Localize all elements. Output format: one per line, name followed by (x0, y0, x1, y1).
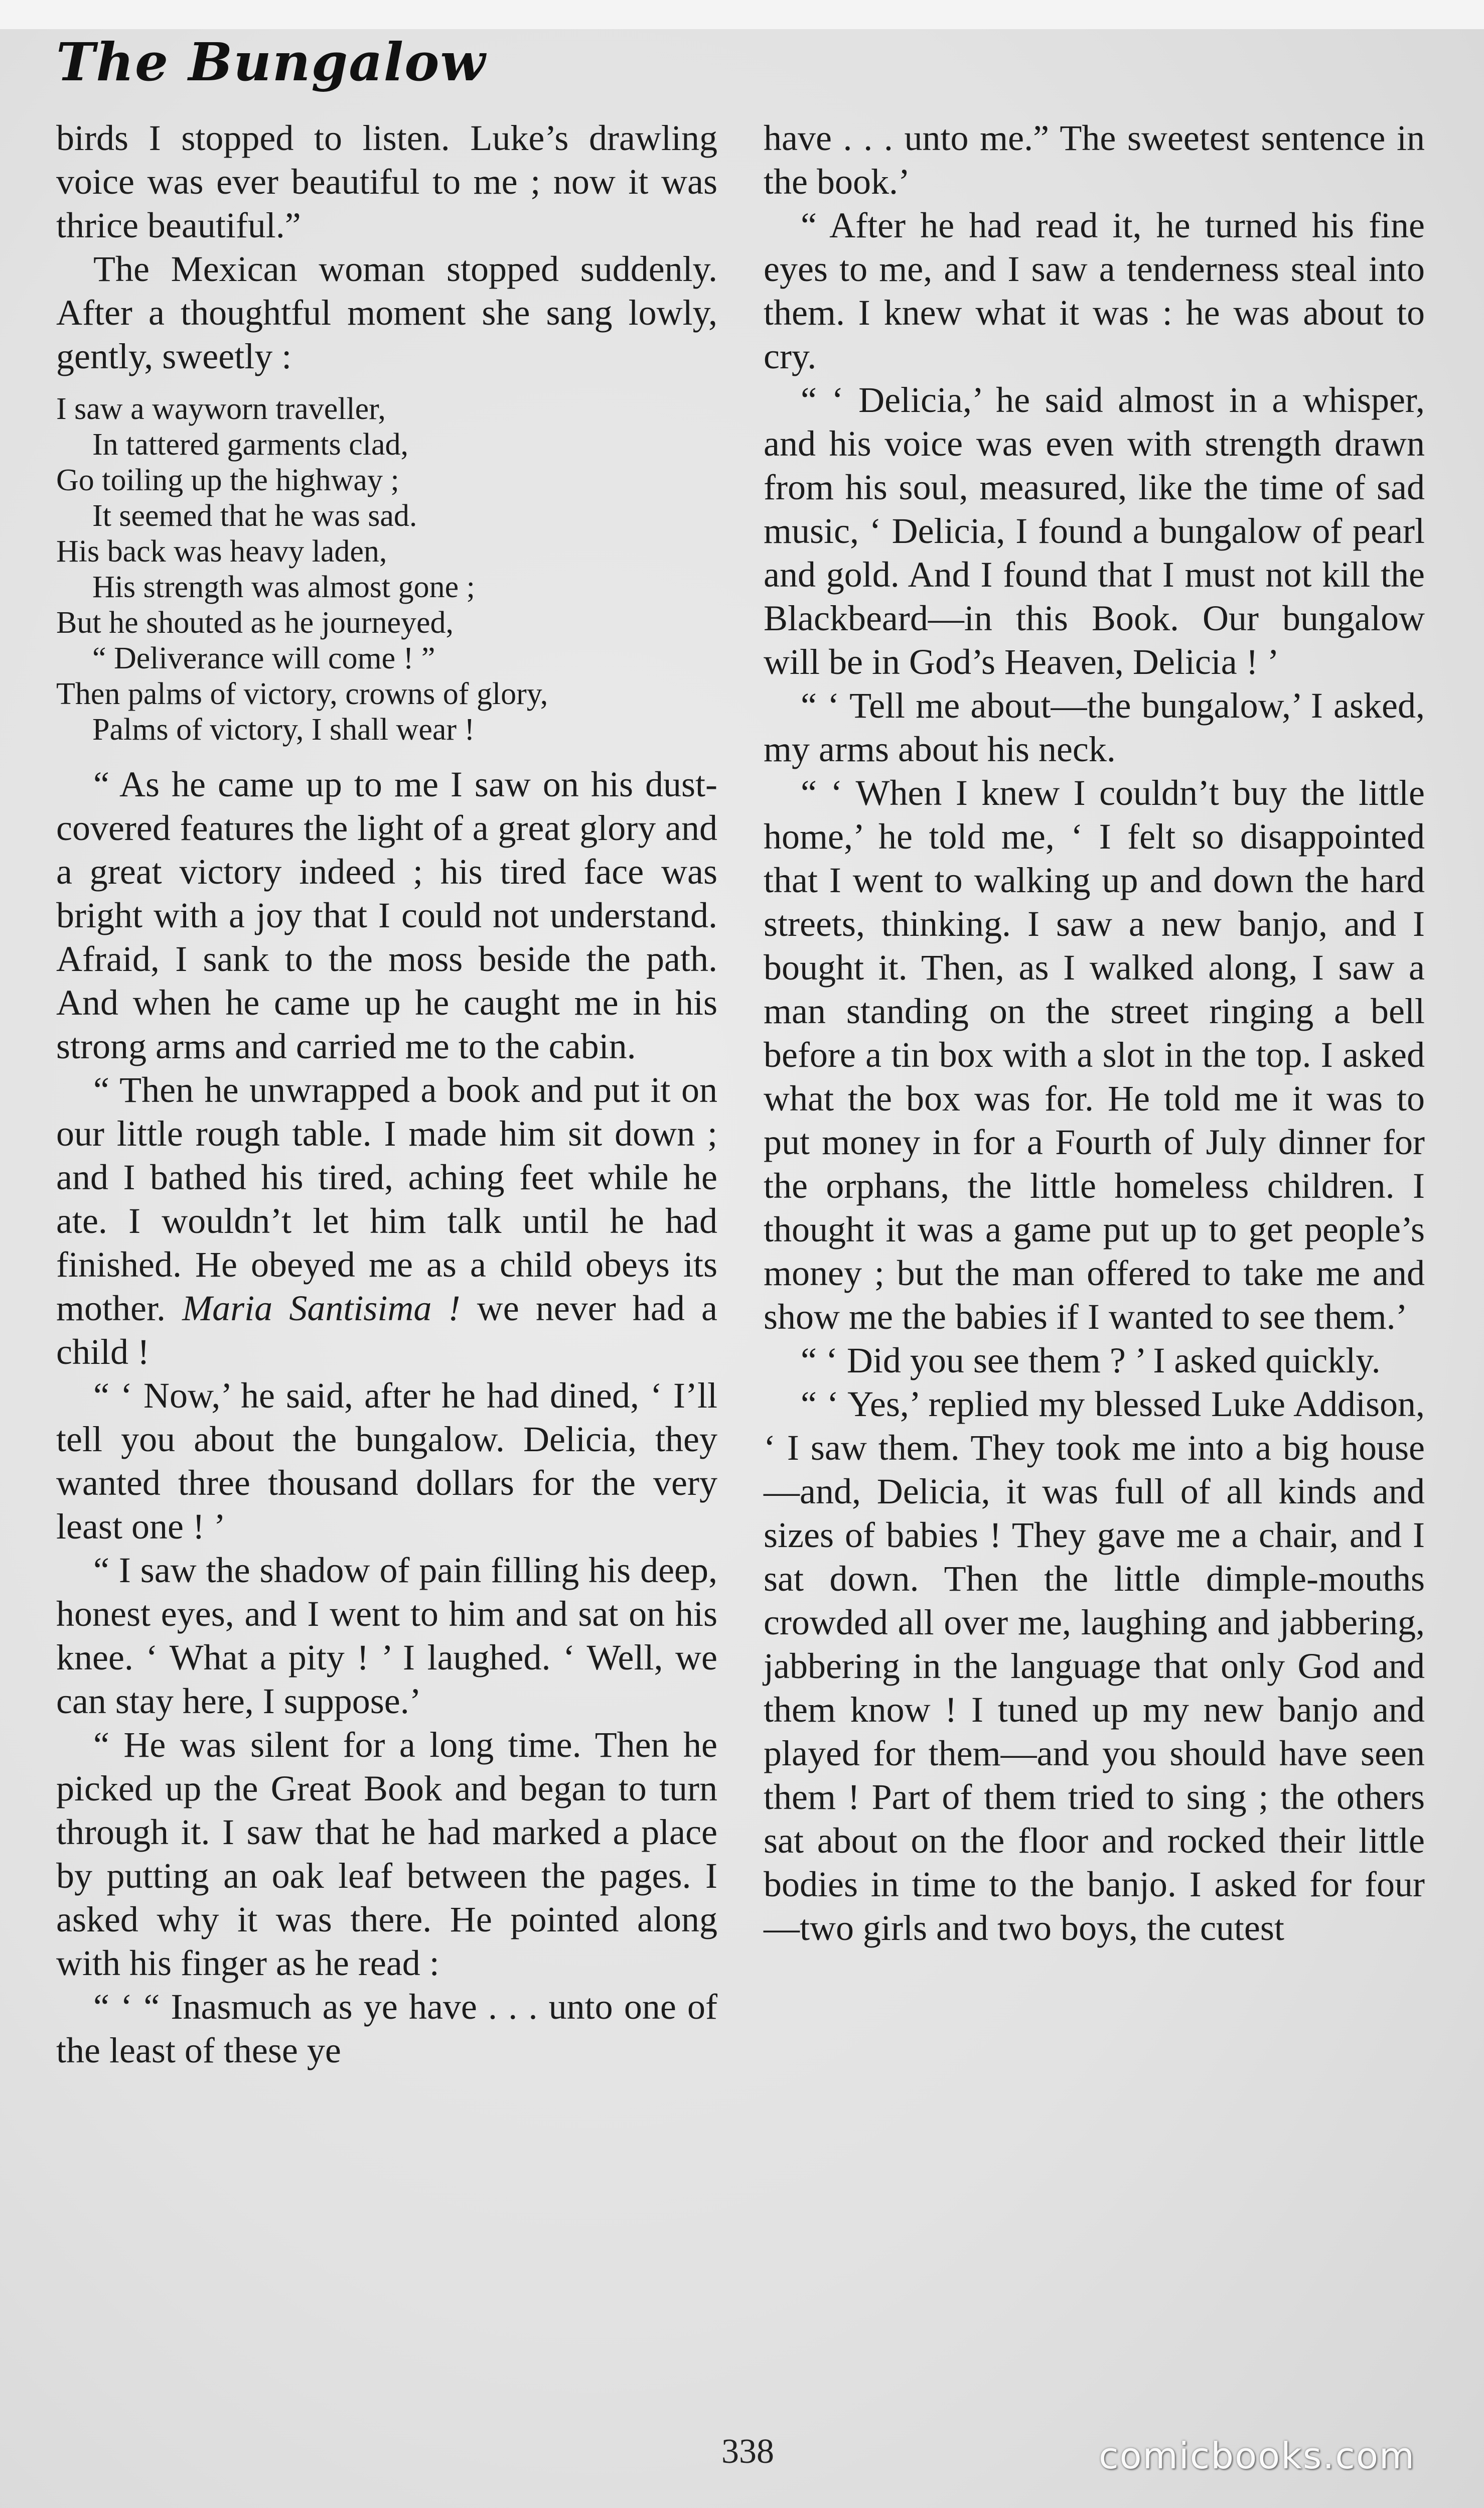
paragraph-text: “ Then he unwrapped a book and put it on our little rough table. I made him sit down ; and I bathed his tired, aching feet while he ate. I wouldn’t let him talk until he had finished. He obeyed me as a child obeys its mother. (56, 1070, 717, 1328)
paragraph: “ I saw the shadow of pain filling his deep, honest eyes, and I went to him and sat on his knee. ‘ What a pity ! ’ I laughed. ‘ Well, we can stay here, I suppose.’ (56, 1550, 717, 1721)
poem-line: “ Deliverance will come ! ” (92, 641, 435, 675)
paragraph: “ ‘ Tell me about—the bungalow,’ I asked, my arms about his neck. (764, 685, 1425, 769)
paragraph: “ ‘ Yes,’ replied my blessed Luke Addison, ‘ I saw them. They took me into a big house—and, Delicia, it was full of all kinds and sizes of babies ! They gave me a chair, and I sat down. Then the little dimple-mouths crowded all over me, laughing and jabbering, jabbering in the language that only God and them know ! I tuned up my new banjo and played for them—and you should have seen them ! Part of them tried to sing ; the others sat about on the floor and rocked their little bodies in time to the banjo. I asked for four —two girls and two boys, the cutest (764, 1384, 1425, 1948)
paragraph (56, 1068, 717, 1374)
paragraph: “ ‘ “ Inasmuch as ye have . . . unto one of the least of these ye (56, 1987, 717, 2070)
italic-phrase: Maria Santisima ! (182, 1288, 461, 1328)
poem (56, 391, 717, 748)
paragraph: “ He was silent for a long time. Then he picked up the Great Book and began to turn through it. I saw that he had marked a place by putting an oak leaf between the pages. I asked why it was there. He pointed along with his finger as he read : (56, 1725, 717, 1983)
paragraph: “ ‘ Delicia,’ he said almost in a whisper, and his voice was even with strength drawn from his soul, measured, like the time of sad music, ‘ Delicia, I found a bungalow of pearl and gold. And I found that I must not kill the Blackbeard—in this Book. Our bungalow will be in God’s Heaven, Delicia ! ’ (764, 380, 1425, 682)
poem-line: Go toiling up the highway ; (56, 463, 399, 497)
paragraph: “ ‘ When I knew I couldn’t buy the little home,’ he told me, ‘ I felt so disappointed that I went to walking up and down the hard streets, thinking. I saw a new banjo, and I bought it. Then, as I walked along, I saw a man standing on the street ringing a bell before a tin box with a slot in the top. I asked what the box was for. He told me it was to put money in for a Fourth of July dinner for the orphans, the little homeless children. I thought it was a game put up to get people’s money ; but the man offered to take me and show me the babies if I wanted to see them.’ (764, 773, 1425, 1337)
poem-line: I saw a wayworn traveller, (56, 392, 386, 426)
paragraph: have . . . unto me.” The sweetest sentence in the book.’ (764, 118, 1425, 202)
poem-line: Then palms of victory, crowns of glory, (56, 677, 548, 711)
paragraph: “ As he came up to me I saw on his dust-covered features the light of a great glory and a great victory indeed ; his tired face was bright with a joy that I could not understand. Afraid, I sank to the moss beside the path. And when he came up he caught me in his strong arms and carried me to the cabin. (56, 764, 717, 1066)
watermark: comicbooks.com (1099, 2435, 1416, 2477)
paragraph: The Mexican woman stopped suddenly. After a thoughtful moment she sang lowly, gently, sweetly : (56, 249, 717, 376)
poem-line: In tattered garments clad, (92, 428, 409, 462)
paragraph-text: we never had a child ! (56, 1288, 718, 1372)
paragraph: “ ‘ Did you see them ? ’ I asked quickly. (801, 1340, 1381, 1380)
right-column (764, 116, 1425, 1950)
poem-line: His strength was almost gone ; (92, 570, 475, 604)
running-header: The Bungalow (56, 31, 487, 93)
top-margin (0, 0, 1484, 29)
left-column (56, 116, 717, 2072)
paragraph: “ After he had read it, he turned his fine eyes to me, and I saw a tenderness steal into them. I knew what it was : he was about to cry. (764, 205, 1425, 376)
poem-line: It seemed that he was sad. (92, 499, 417, 533)
poem-line: But he shouted as he journeyed, (56, 606, 454, 640)
poem-line: His back was heavy laden, (56, 534, 387, 569)
paragraph: “ ‘ Now,’ he said, after he had dined, ‘ I’ll tell you about the bungalow. Delicia, they wanted three thousand dollars for the very least one ! ’ (56, 1375, 717, 1547)
page-number: 338 (721, 2432, 774, 2471)
paragraph: birds I stopped to listen. Luke’s drawling voice was ever beautiful to me ; now it was thrice beautiful.” (56, 118, 717, 245)
poem-line: Palms of victory, I shall wear ! (92, 713, 475, 747)
